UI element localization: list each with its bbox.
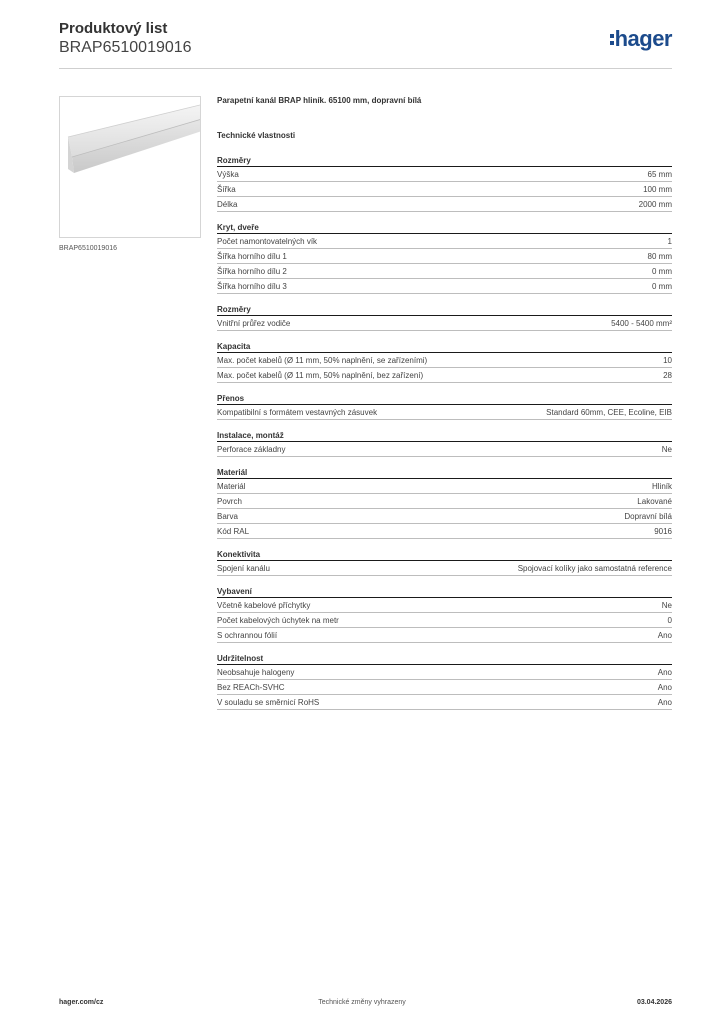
spec-row <box>217 279 672 294</box>
section-title: Vybavení <box>217 586 672 598</box>
spec-row <box>217 524 672 539</box>
spec-row <box>217 182 672 197</box>
spec-row <box>217 442 672 457</box>
spec-row <box>217 249 672 264</box>
spec-section <box>217 549 672 576</box>
spec-value: 2000 mm <box>638 199 672 209</box>
spec-row <box>217 665 672 680</box>
header-divider <box>59 68 672 69</box>
section-title: Přenos <box>217 393 672 405</box>
spec-section <box>217 467 672 539</box>
spec-value: 1 <box>667 236 672 246</box>
spec-label: Materiál <box>217 481 246 491</box>
spec-section <box>217 222 672 294</box>
spec-section <box>217 304 672 331</box>
spec-value: Ne <box>661 444 672 454</box>
product-name: Parapetní kanál BRAP hliník. 65100 mm, dopravní bílá <box>217 96 422 105</box>
spec-section <box>217 653 672 710</box>
logo-text: hager <box>614 26 672 51</box>
spec-label: Šířka horního dílu 3 <box>217 281 287 291</box>
section-title: Konektivita <box>217 549 672 561</box>
section-title: Rozměry <box>217 155 672 167</box>
spec-label: Šířka horního dílu 1 <box>217 251 287 261</box>
page-title: Produktový list <box>59 20 168 37</box>
section-title: Instalace, montáž <box>217 430 672 442</box>
hager-logo <box>610 28 672 50</box>
spec-row <box>217 479 672 494</box>
spec-section <box>217 586 672 643</box>
footer-website: hager.com/cz <box>59 999 104 1006</box>
spec-row <box>217 353 672 368</box>
spec-row <box>217 368 672 383</box>
spec-label: Povrch <box>217 496 242 506</box>
section-title: Udržitelnost <box>217 653 672 665</box>
spec-label: Neobsahuje halogeny <box>217 667 295 677</box>
spec-value: 28 <box>663 370 672 380</box>
spec-row <box>217 494 672 509</box>
product-code: BRAP6510019016 <box>59 39 192 56</box>
section-title: Materiál <box>217 467 672 479</box>
spec-label: Délka <box>217 199 238 209</box>
spec-value: Ano <box>657 667 672 677</box>
spec-value: 9016 <box>654 526 672 536</box>
spec-value: Dopravní bílá <box>624 511 672 521</box>
spec-row <box>217 405 672 420</box>
spec-section <box>217 430 672 457</box>
spec-row <box>217 197 672 212</box>
spec-label: Max. počet kabelů (Ø 11 mm, 50% naplnění, bez zařízení) <box>217 370 424 380</box>
spec-sections <box>217 155 672 710</box>
spec-label: Výška <box>217 169 239 179</box>
spec-label: Spojení kanálu <box>217 563 270 573</box>
spec-value: Ano <box>657 630 672 640</box>
spec-row <box>217 316 672 331</box>
spec-value: Ano <box>657 682 672 692</box>
spec-value: Standard 60mm, CEE, Ecoline, EIB <box>546 407 672 417</box>
spec-label: V souladu se směrnicí RoHS <box>217 697 320 707</box>
spec-value: 0 mm <box>652 281 672 291</box>
spec-value: 0 <box>667 615 672 625</box>
spec-value: Ano <box>657 697 672 707</box>
spec-row <box>217 613 672 628</box>
footer-disclaimer: Technické změny vyhrazeny <box>318 999 406 1006</box>
spec-value: 5400 - 5400 mm² <box>611 318 672 328</box>
spec-value: 65 mm <box>647 169 672 179</box>
spec-label: Perforace základny <box>217 444 286 454</box>
spec-label: Včetně kabelové příchytky <box>217 600 311 610</box>
spec-row <box>217 509 672 524</box>
spec-value: 0 mm <box>652 266 672 276</box>
image-caption: BRAP6510019016 <box>59 245 117 252</box>
spec-label: Vnitřní průřez vodiče <box>217 318 291 328</box>
spec-row <box>217 598 672 613</box>
spec-value: Lakované <box>637 496 672 506</box>
spec-value: Hliník <box>651 481 672 491</box>
spec-label: Šířka horního dílu 2 <box>217 266 287 276</box>
spec-label: Počet namontovatelných vík <box>217 236 318 246</box>
spec-section <box>217 393 672 420</box>
spec-section <box>217 155 672 212</box>
spec-label: S ochrannou fólií <box>217 630 278 640</box>
spec-label: Kompatibilní s formátem vestavných zásuvek <box>217 407 378 417</box>
section-title: Kryt, dveře <box>217 222 672 234</box>
spec-label: Šířka <box>217 184 236 194</box>
spec-section <box>217 341 672 383</box>
section-title: Kapacita <box>217 341 672 353</box>
spec-value: Ne <box>661 600 672 610</box>
logo-dots-icon <box>610 34 614 45</box>
spec-value: 100 mm <box>643 184 672 194</box>
spec-row <box>217 234 672 249</box>
spec-label: Barva <box>217 511 238 521</box>
spec-row <box>217 561 672 576</box>
spec-row <box>217 680 672 695</box>
spec-row <box>217 695 672 710</box>
spec-value: 10 <box>663 355 672 365</box>
spec-label: Kód RAL <box>217 526 250 536</box>
product-image <box>59 96 201 238</box>
spec-label: Bez REACh-SVHC <box>217 682 285 692</box>
section-title: Rozměry <box>217 304 672 316</box>
technical-properties-heading: Technické vlastnosti <box>217 131 296 140</box>
product-photo-cable-channel-icon <box>60 97 201 238</box>
spec-row <box>217 264 672 279</box>
spec-label: Počet kabelových úchytek na metr <box>217 615 339 625</box>
spec-row <box>217 167 672 182</box>
footer-date: 03.04.2026 <box>636 999 672 1006</box>
spec-row <box>217 628 672 643</box>
spec-label: Max. počet kabelů (Ø 11 mm, 50% naplnění, se zařízeními) <box>217 355 428 365</box>
product-details <box>217 96 672 710</box>
spec-value: Spojovací kolíky jako samostatná reference <box>517 563 672 573</box>
spec-value: 80 mm <box>647 251 672 261</box>
